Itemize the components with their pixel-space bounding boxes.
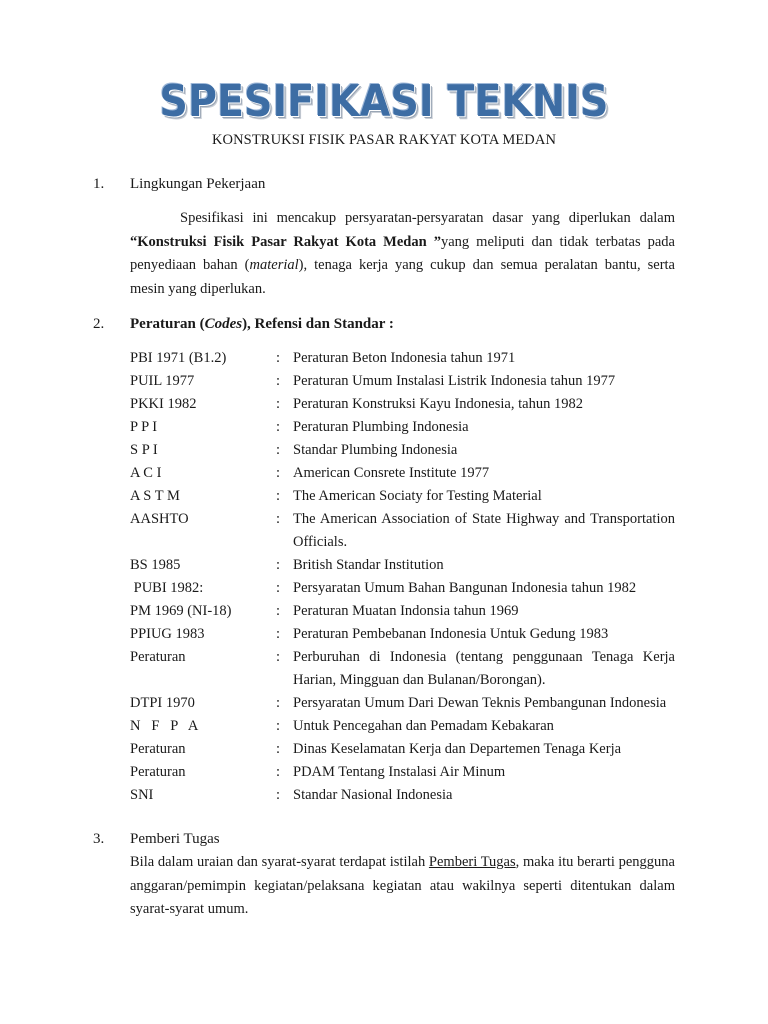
regulation-description: British Standar Institution	[293, 557, 444, 573]
regulation-description: Standar Plumbing Indonesia	[293, 442, 458, 458]
regulation-separator: :	[276, 580, 281, 596]
regulation-row	[130, 738, 675, 761]
regulation-description: Peraturan Umum Instalasi Listrik Indonesia tahun 1977	[293, 373, 616, 389]
regulation-description: Persyaratan Umum Bahan Bangunan Indonesia tahun 1982	[293, 580, 637, 596]
regulation-row	[130, 692, 675, 715]
regulation-separator: :	[276, 396, 281, 412]
section-2-number: 2.	[93, 316, 105, 332]
section-3-number: 3.	[93, 831, 105, 847]
regulation-row	[130, 646, 675, 692]
regulation-separator: :	[276, 718, 281, 734]
regulation-row	[130, 784, 675, 807]
regulation-description: American Consrete Institute 1977	[293, 465, 490, 481]
regulation-row	[130, 554, 675, 577]
section-1-paragraph	[130, 207, 675, 301]
material-term: material	[249, 257, 299, 273]
regulation-code: N F P A	[130, 718, 199, 734]
regulation-code: BS 1985	[130, 557, 181, 573]
regulation-separator: :	[276, 649, 281, 665]
regulation-row	[130, 485, 675, 508]
regulation-description: The American Association of State Highway and Transportation Officials.	[293, 511, 675, 550]
regulation-code: Peraturan	[130, 741, 186, 757]
regulation-code: SNI	[130, 787, 154, 803]
regulation-separator: :	[276, 603, 281, 619]
regulation-description: Standar Nasional Indonesia	[293, 787, 453, 803]
regulation-code: A C I	[130, 465, 162, 481]
regulation-row	[130, 508, 675, 554]
regulation-list	[130, 347, 675, 807]
regulation-description: Dinas Keselamatan Kerja dan Departemen Tenaga Kerja	[293, 741, 622, 757]
section-1-text-c: ), tenaga kerja yang cukup dan semua peralatan bantu, serta mesin yang diperlukan.	[130, 257, 675, 297]
regulation-code: PUBI 1982:	[130, 580, 204, 596]
regulation-code: PKKI 1982	[130, 396, 197, 412]
regulation-separator: :	[276, 488, 281, 504]
regulation-description: The American Sociaty for Testing Material	[293, 488, 542, 504]
regulation-separator: :	[276, 741, 281, 757]
regulation-row	[130, 600, 675, 623]
regulation-code: S P I	[130, 442, 158, 458]
section-1-heading: Lingkungan Pekerjaan	[130, 176, 266, 192]
regulation-separator: :	[276, 626, 281, 642]
regulation-row	[130, 370, 675, 393]
regulation-separator: :	[276, 465, 281, 481]
regulation-code: Peraturan	[130, 764, 186, 780]
regulation-separator: :	[276, 442, 281, 458]
document-title: SPESIFIKASI TEKNIS	[159, 76, 609, 127]
regulation-row	[130, 761, 675, 784]
regulation-row	[130, 393, 675, 416]
regulation-description: Peraturan Konstruksi Kayu Indonesia, tahun 1982	[293, 396, 583, 412]
regulation-code: DTPI 1970	[130, 695, 195, 711]
regulation-row	[130, 416, 675, 439]
section-2-heading-b: ), Refensi dan Standar :	[242, 316, 394, 332]
section-3-paragraph	[130, 851, 675, 922]
regulation-separator: :	[276, 419, 281, 435]
pemberi-tugas-term: Pemberi Tugas	[428, 854, 516, 870]
regulation-description: PDAM Tentang Instalasi Air Minum	[293, 764, 506, 780]
regulation-description: Persyaratan Umum Dari Dewan Teknis Pembangunan Indonesia	[293, 695, 667, 711]
regulation-description: Untuk Pencegahan dan Pemadam Kebakaran	[293, 718, 554, 734]
regulation-row	[130, 439, 675, 462]
regulation-code: PM 1969 (NI-18)	[130, 603, 232, 619]
regulation-code: Peraturan	[130, 649, 186, 665]
regulation-row	[130, 715, 675, 738]
regulation-description: Peraturan Pembebanan Indonesia Untuk Gedung 1983	[293, 626, 609, 642]
regulation-separator: :	[276, 695, 281, 711]
section-1-text-b: yang meliputi dan tidak terbatas pada penyediaan bahan (	[130, 233, 675, 273]
project-name: “Konstruksi Fisik Pasar Rakyat Kota Medan ”	[130, 233, 441, 250]
regulation-separator: :	[276, 557, 281, 573]
section-1-number: 1.	[93, 176, 105, 192]
regulation-separator: :	[276, 787, 281, 803]
section-3-heading: Pemberi Tugas	[130, 831, 220, 847]
section-2-heading	[130, 316, 394, 333]
section-3-text-a: Bila dalam uraian dan syarat-syarat terdapat istilah	[130, 854, 429, 870]
section-2-heading-a: Peraturan (	[130, 316, 205, 332]
regulation-code: PUIL 1977	[130, 373, 195, 389]
regulation-description: Peraturan Plumbing Indonesia	[293, 419, 469, 435]
regulation-code: A S T M	[130, 488, 180, 504]
document-subtitle: KONSTRUKSI FISIK PASAR RAKYAT KOTA MEDAN	[211, 132, 557, 148]
section-1-text-a: Spesifikasi ini mencakup persyaratan-persyaratan dasar yang diperlukan dalam	[180, 210, 675, 226]
regulation-code: PBI 1971 (B1.2)	[130, 350, 227, 366]
regulation-separator: :	[276, 373, 281, 389]
regulation-row	[130, 347, 675, 370]
regulation-row	[130, 462, 675, 485]
regulation-code: P P I	[130, 419, 158, 435]
codes-term: Codes	[204, 316, 243, 332]
regulation-separator: :	[276, 511, 281, 527]
regulation-description: Peraturan Muatan Indonsia tahun 1969	[293, 603, 519, 619]
regulation-separator: :	[276, 350, 281, 366]
regulation-description: Perburuhan di Indonesia (tentang penggunaan Tenaga Kerja Harian, Mingguan dan Bulanan/Borongan).	[293, 649, 675, 688]
regulation-code: PPIUG 1983	[130, 626, 205, 642]
regulation-code: AASHTO	[130, 511, 189, 527]
regulation-description: Peraturan Beton Indonesia tahun 1971	[293, 350, 516, 366]
section-3-text-b: , maka itu berarti pengguna anggaran/pemimpin kegiatan/pelaksana kegiatan atau wakilnya seperti ditentukan dalam syarat-syarat umum.	[130, 854, 675, 917]
regulation-row	[130, 577, 675, 600]
regulation-row	[130, 623, 675, 646]
regulation-separator: :	[276, 764, 281, 780]
